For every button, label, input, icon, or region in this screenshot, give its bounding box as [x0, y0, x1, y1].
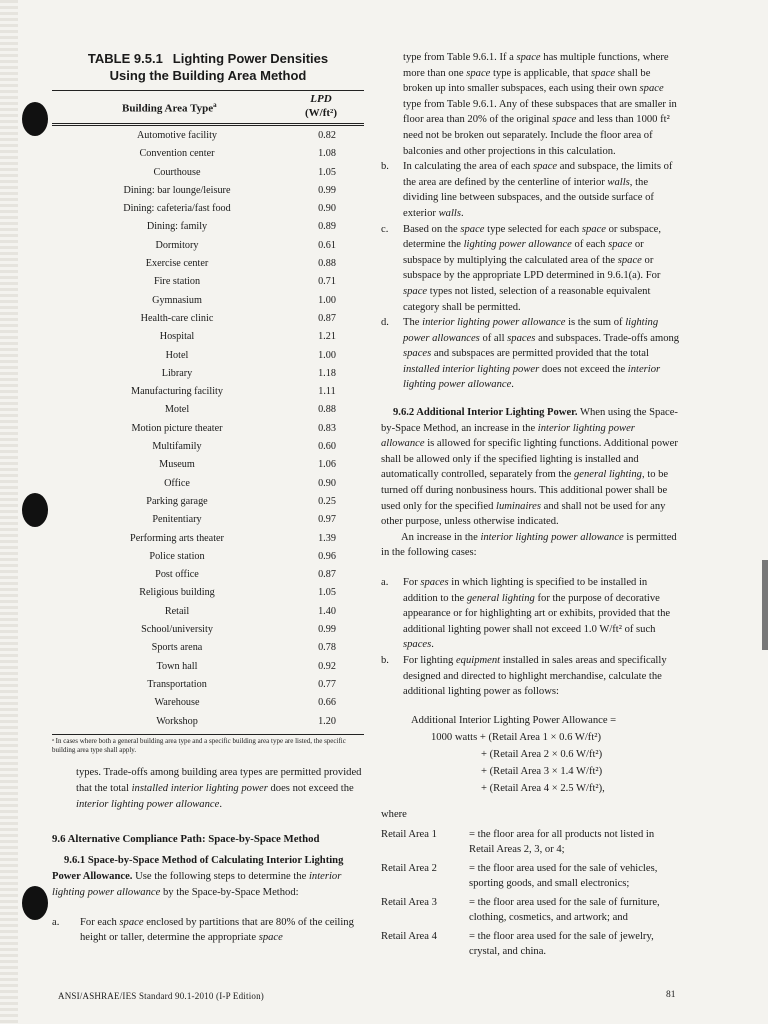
footer-standard-title: ANSI/ASHRAE/IES Standard 90.1-2010 (I-P Edition): [58, 991, 265, 1001]
table-row: [52, 146, 364, 164]
table-row: [52, 457, 364, 475]
lpd-value: 0.82: [318, 130, 336, 141]
lpd-value: 0.66: [318, 697, 336, 709]
table-row: [52, 238, 364, 256]
building-area-type: Dormitory: [155, 239, 199, 251]
lpd-value: 0.87: [318, 569, 336, 581]
building-area-type: Warehouse: [154, 697, 200, 709]
lpd-value: 0.96: [318, 550, 336, 562]
table-row: [52, 695, 364, 713]
lpd-value: 0.99: [318, 184, 336, 196]
table-row: [52, 366, 364, 384]
table-body: [52, 128, 364, 732]
table-row: [52, 585, 364, 603]
building-area-type: Motel: [164, 404, 190, 416]
table-row: [52, 659, 364, 677]
lpd-value: 1.08: [318, 148, 336, 160]
table-row: [52, 256, 364, 274]
building-area-type: Town hall: [156, 660, 198, 672]
table-row: [52, 494, 364, 512]
building-area-type: Hospital: [159, 331, 195, 343]
table-row: [52, 567, 364, 585]
building-area-type: Hotel: [165, 349, 189, 361]
lpd-value: 0.87: [318, 312, 336, 324]
building-area-type: Workshop: [156, 715, 198, 727]
building-area-type: Sports arena: [151, 642, 203, 654]
lpd-value: 0.71: [318, 276, 336, 288]
lpd-value: 1.20: [318, 715, 336, 727]
building-area-type: Post office: [155, 569, 199, 581]
building-area-type: Penitentiary: [152, 514, 202, 526]
lpd-value: 0.88: [318, 258, 336, 270]
table-rule: [52, 734, 364, 735]
table-header: [52, 90, 364, 126]
lpd-value: 1.11: [318, 386, 336, 398]
allowance-formula: Additional Interior Lighting Power Allowance = 1000 watts + (Retail Area 1 × 0.6 W/ft²) + (Retail Area 2 × 0.6 W/ft²) + (Retail Area 3 × 1.4 W/ft²) + (Retail Area 4 × 2.5 W/ft²),: [411, 714, 617, 794]
continuation-paragraph: types. Trade-offs among building area types are permitted provided that the total installed interior lighting power does not exceed the interior lighting power allowance.: [76, 766, 362, 810]
building-area-type: Multifamily: [152, 441, 202, 453]
table-row: [52, 165, 364, 183]
list-item-c: c. Based on the space type selected for each space or subspace, determine the lighting power allowance of each space or subspace by multiplying the calculated area of the space or subspace by the appropriate LPD determined in 9.6.1(a). For space types not listed, selection of a reasonable equivalent category shall be permitted.: [381, 223, 661, 313]
building-area-type: Dining: cafeteria/fast food: [123, 203, 231, 215]
punch-hole: [22, 493, 48, 527]
lpd-value: 1.21: [318, 331, 336, 343]
building-area-type: Motion picture theater: [131, 422, 223, 434]
definition-retail-area-3: Retail Area 3 = the floor area used for the sale of furniture, clothing, cosmetics, and artwork; and: [381, 896, 660, 923]
table-row: [52, 311, 364, 329]
lpd-value: 1.00: [318, 294, 336, 306]
list-item-b: b. In calculating the area of each space and subspace, the limits of the area are defined by the centerline of interior walls, the dividing line between subspaces, and the outside surface of exterior walls.: [381, 161, 673, 219]
building-area-type: School/university: [141, 624, 213, 636]
table-row: [52, 274, 364, 292]
lpd-value: 0.97: [318, 514, 336, 526]
building-area-type: Gymnasium: [152, 294, 202, 306]
building-area-type: Manufacturing facility: [131, 386, 223, 398]
building-area-type: Museum: [159, 459, 195, 471]
building-area-type: Exercise center: [145, 258, 209, 270]
building-area-type: Fire station: [153, 276, 201, 288]
lpd-value: 0.60: [318, 441, 336, 453]
section-heading-9-6: 9.6 Alternative Compliance Path: Space-by-Space Method: [52, 832, 320, 845]
table-row: [52, 476, 364, 494]
table-row: [52, 439, 364, 457]
table-row: [52, 384, 364, 402]
table-row: [52, 640, 364, 658]
building-area-type: Office: [164, 477, 190, 489]
building-area-type: Dining: bar lounge/leisure: [123, 184, 231, 196]
lpd-value: 1.18: [318, 367, 336, 379]
building-area-type: Library: [161, 367, 193, 379]
right-column: [381, 50, 681, 959]
table-row: [52, 604, 364, 622]
table-row: [52, 293, 364, 311]
lpd-value: 1.39: [318, 532, 336, 544]
increase-paragraph: An increase in the interior lighting power allowance is permitted in the following cases:: [381, 531, 677, 559]
lpd-value: 0.89: [318, 221, 336, 233]
punch-hole: [22, 102, 48, 136]
building-area-type: Automotive facility: [136, 130, 218, 141]
lpd-value: 0.77: [318, 678, 336, 690]
building-area-type: Retail: [164, 605, 190, 617]
table-row: [52, 183, 364, 201]
definition-retail-area-1: Retail Area 1 = the floor area for all products not listed in Retail Areas 2, 3, or 4;: [381, 828, 655, 855]
section-9-6-1-paragraph: 9.6.1 Space-by-Space Method of Calculating Interior Lighting Power Allowance. Use the following steps to determine the interior lighting power allowance by the Space-by-Space Method:: [52, 854, 344, 898]
lpd-value: 0.90: [318, 203, 336, 215]
building-area-type: Transportation: [147, 678, 207, 690]
table-row: [52, 512, 364, 530]
table-row: [52, 219, 364, 237]
building-area-type: Police station: [149, 550, 205, 562]
building-area-type: Parking garage: [146, 495, 208, 507]
column-header-lpd: LPD (W/ft²): [304, 93, 337, 119]
table-row: [52, 348, 364, 366]
punch-hole: [22, 886, 48, 920]
scan-binding-edge: [0, 0, 18, 1024]
table-title: TABLE 9.5.1 Lighting Power Densities Using the Building Area Method: [87, 51, 329, 83]
lpd-value: 1.05: [318, 587, 336, 599]
table-row: [52, 531, 364, 549]
lpd-value: 0.78: [318, 642, 336, 654]
table-row: [52, 421, 364, 439]
lpd-value: 1.06: [318, 459, 336, 471]
increase-item-b: b. For lighting equipment installed in sales areas and specifically designed and directed to highlight merchandise, calculate the additional lighting power as follows:: [381, 654, 667, 698]
lpd-value: 0.88: [318, 404, 336, 416]
table-row: [52, 402, 364, 420]
column-header-type: Building Area Type$^a$: [122, 101, 217, 115]
table-row: [52, 128, 364, 146]
building-area-type: Religious building: [139, 587, 215, 599]
list-item-d: d. The interior lighting power allowance is the sum of lighting power allowances of all spaces and subspaces. Trade-offs among spaces and subspaces are permitted provided that the total installed interior lighting power does not exceed the interior lighting power allowance.: [381, 317, 680, 391]
building-area-type: Courthouse: [153, 166, 201, 178]
section-9-6-2-paragraph: 9.6.2 Additional Interior Lighting Power. When using the Space-by-Space Method, an increase in the interior lighting power allowance is allowed for specific lighting functions. Additional power shall be allowed only if the specified lighting is installed and automatically controlled, separately from the general lighting, to be turned off during nonbusiness hours. This additional power shall be used only for the specified luminaires and shall not be used for any other purpose, unless otherwise indicated.: [381, 407, 678, 528]
table-row: [52, 201, 364, 219]
left-column: [52, 50, 364, 946]
lpd-value: 0.25: [318, 495, 336, 507]
lpd-value: 0.90: [318, 477, 336, 489]
lpd-value: 0.99: [318, 624, 336, 636]
lpd-value: 0.92: [318, 660, 336, 672]
page-number: 81: [666, 990, 676, 1000]
list-item-a-continued: type from Table 9.6.1. If a space has multiple functions, where more than one space type is applicable, that space shall be broken up into smaller subspaces, each using their own space type from Table 9.6.1. Any of these subspaces that are smaller in floor area than 20% of the original space and less than 1000 ft² need not be broken out separately. Include the floor area of balconies and other projections in this calculation.: [403, 52, 677, 157]
increase-item-a: a. For spaces in which lighting is specified to be installed in addition to the general lighting for the purpose of decorative appearance or for highlighting art or exhibits, provided that the additional lighting power shall not exceed 1.0 W/ft² of such spaces.: [381, 577, 671, 651]
lpd-value: 1.00: [318, 349, 336, 361]
table-row: [52, 329, 364, 347]
building-area-type: Health-care clinic: [140, 312, 214, 324]
lpd-value: 1.05: [318, 166, 336, 178]
building-area-type: Dining: family: [146, 221, 208, 233]
table-row: [52, 714, 364, 732]
building-area-type: Convention center: [139, 148, 215, 160]
table-row: [52, 677, 364, 695]
where-label: where: [381, 808, 407, 820]
lpd-value: 0.61: [318, 239, 336, 251]
lpd-value: 1.40: [318, 605, 336, 617]
definition-retail-area-4: Retail Area 4 = the floor area used for the sale of jewelry, crystal, and china.: [381, 930, 654, 957]
table-footnote: ᵃ In cases where both a general building area type and a specific building area type are listed, the specific building area type shall apply.: [52, 736, 346, 754]
lpd-value: 0.83: [318, 422, 336, 434]
list-item-a: a. For each space enclosed by partitions that are 80% of the ceiling height or taller, determine the appropriate space: [52, 916, 354, 944]
building-area-type: Performing arts theater: [130, 532, 224, 544]
table-row: [52, 622, 364, 640]
table-row: [52, 549, 364, 567]
definition-retail-area-2: Retail Area 2 = the floor area used for the sale of vehicles, sporting goods, and small electronics;: [381, 862, 658, 889]
scan-edge-mark: [762, 560, 768, 650]
